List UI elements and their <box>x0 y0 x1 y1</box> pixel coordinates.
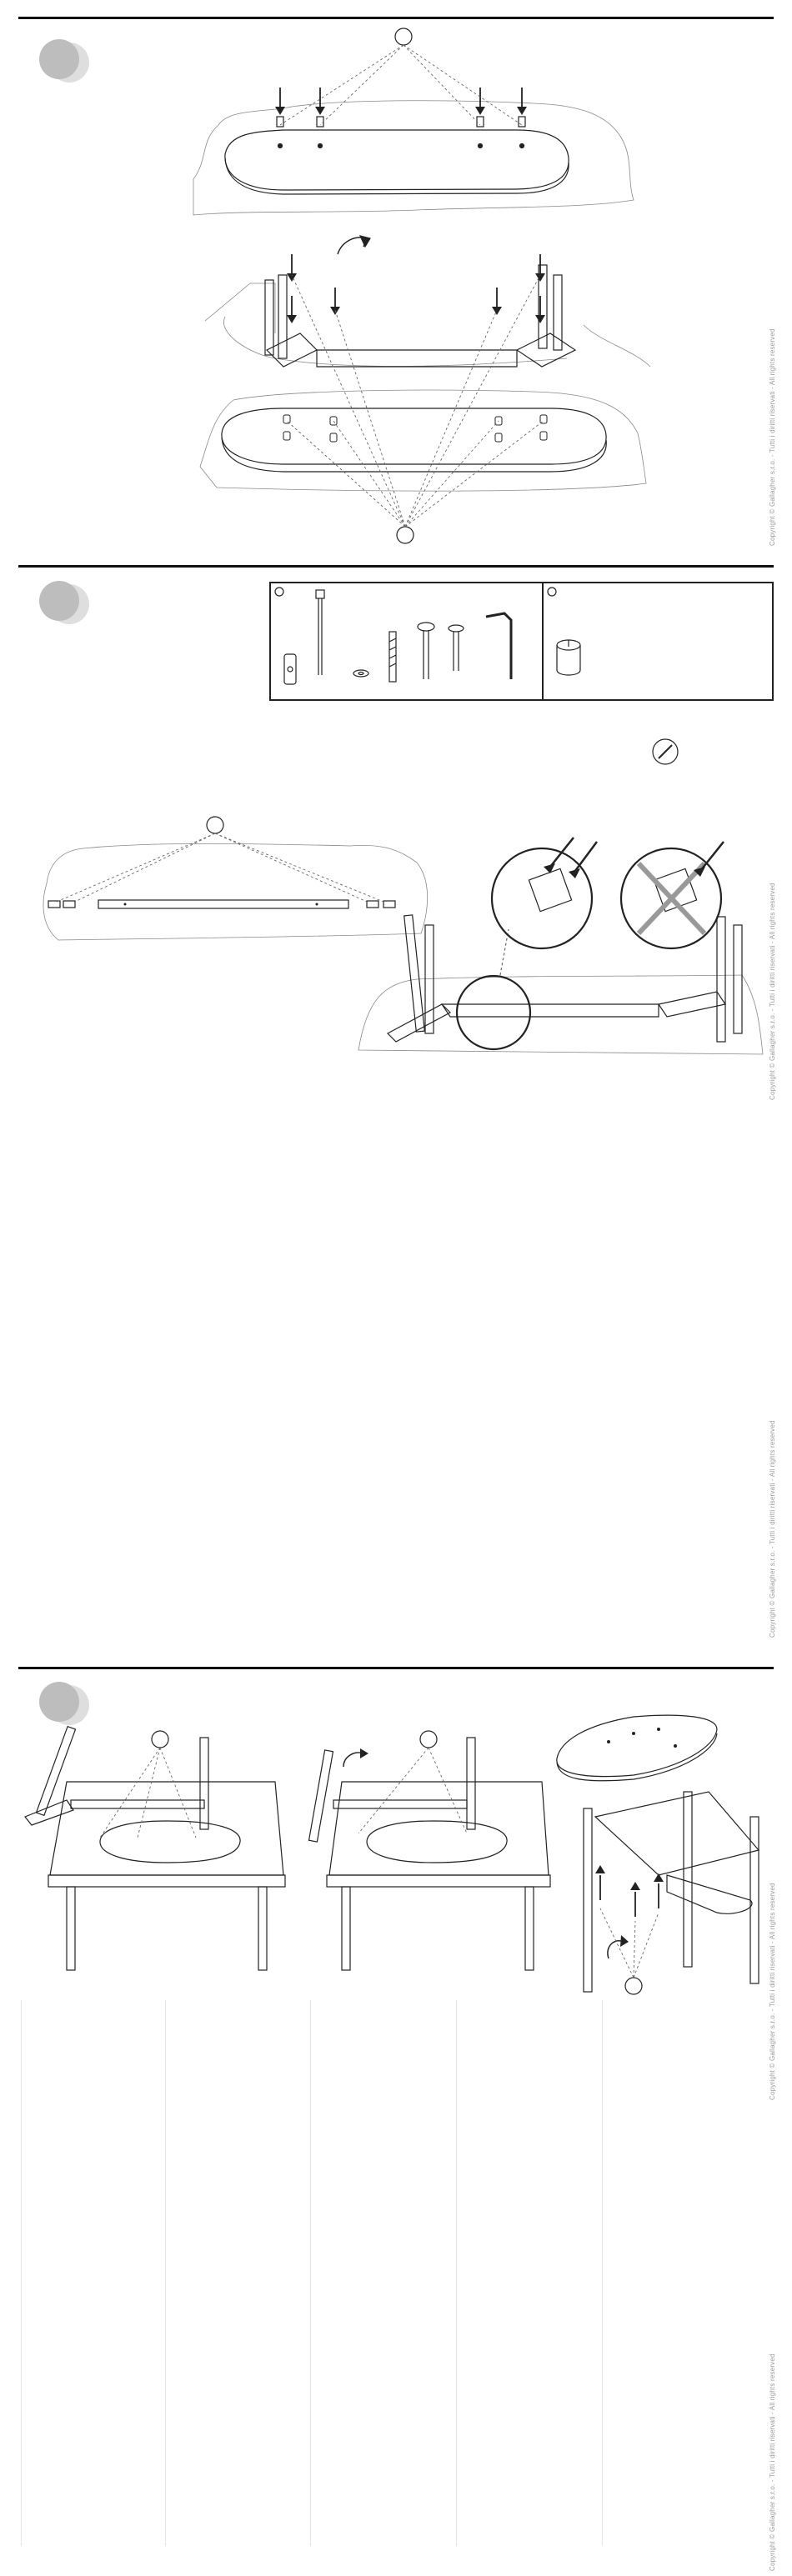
bottom-column-5 <box>602 2000 603 2546</box>
bottom-column-1 <box>21 2000 22 2546</box>
copyright-text-3: Copyright © Gallagher s.r.o. - Tutti i diritti riservati - All rights reserved <box>769 1420 776 1638</box>
bottom-column-4 <box>456 2000 457 2546</box>
bottom-column-3 <box>310 2000 311 2546</box>
copyright-text-2: Copyright © Gallagher s.r.o. - Tutti i diritti riservati - All rights reserved <box>769 883 776 1100</box>
copyright-text-4: Copyright © Gallagher s.r.o. - Tutti i diritti riservati - All rights reserved <box>769 1883 776 2100</box>
bottom-column-2 <box>165 2000 166 2546</box>
copyright-text-5: Copyright © Gallagher s.r.o. - Tutti i diritti riservati - All rights reserved <box>769 2353 776 2571</box>
copyright-text-1: Copyright © Gallagher s.r.o. - Tutti i diritti riservati - All rights reserved <box>769 328 776 546</box>
